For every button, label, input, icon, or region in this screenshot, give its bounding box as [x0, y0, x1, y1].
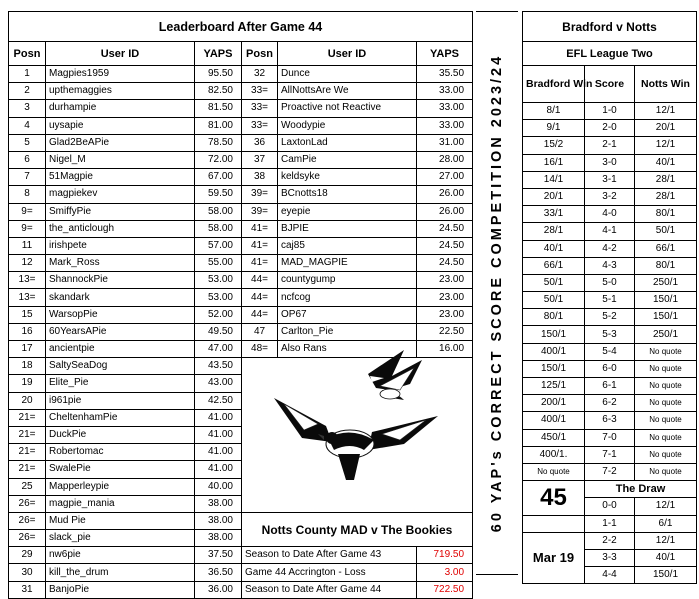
user-id-cell: AllNottsAre We: [278, 83, 417, 100]
column-header: User ID: [278, 42, 417, 66]
column-header: Posn: [9, 42, 46, 66]
position-cell: 32: [242, 66, 278, 83]
position-cell: 5: [9, 134, 46, 151]
position-cell: 37: [242, 151, 278, 168]
table-row: [9, 581, 473, 598]
home-odds: 28/1: [523, 223, 585, 240]
user-id-cell: Elite_Pie: [46, 375, 195, 392]
user-id-cell: CamPie: [278, 151, 417, 168]
leaderboard-table: [8, 11, 473, 599]
column-header: Posn: [242, 42, 278, 66]
table-row: [9, 169, 473, 186]
position-cell: 33=: [242, 83, 278, 100]
user-id-cell: countygump: [278, 272, 417, 289]
position-cell: 44=: [242, 289, 278, 306]
table-row: [523, 12, 697, 42]
yaps-cell: 58.00: [195, 220, 242, 237]
position-cell: 41=: [242, 255, 278, 272]
user-id-cell: nw6pie: [46, 547, 195, 564]
user-id-cell: the_anticlough: [46, 220, 195, 237]
table-row: [9, 547, 473, 564]
user-id-cell: ShannockPie: [46, 272, 195, 289]
table-row: [523, 446, 697, 463]
match-date: Mar 19: [523, 532, 585, 584]
user-id-cell: durhampie: [46, 100, 195, 117]
user-id-cell: upthemaggies: [46, 83, 195, 100]
yaps-cell: 33.00: [417, 100, 473, 117]
odds-table: [522, 11, 697, 584]
home-odds: 8/1: [523, 103, 585, 120]
position-cell: 48=: [242, 341, 278, 358]
position-cell: 2: [9, 83, 46, 100]
away-odds: No quote: [635, 360, 697, 377]
bookies-label: Season to Date After Game 44: [242, 581, 417, 598]
user-id-cell: DuckPie: [46, 426, 195, 443]
away-odds: 28/1: [635, 171, 697, 188]
away-odds: 150/1: [635, 292, 697, 309]
yaps-cell: 41.00: [195, 461, 242, 478]
user-id-cell: kill_the_drum: [46, 564, 195, 581]
away-odds: 80/1: [635, 206, 697, 223]
score: 7-0: [585, 429, 635, 446]
score: 3-3: [585, 549, 635, 566]
user-id-cell: SaltySeaDog: [46, 358, 195, 375]
draw-odds: 6/1: [635, 515, 697, 532]
score: 4-1: [585, 223, 635, 240]
score: 1-0: [585, 103, 635, 120]
home-odds: 50/1: [523, 274, 585, 291]
table-row: [9, 306, 473, 323]
position-cell: 38: [242, 169, 278, 186]
position-cell: 13=: [9, 289, 46, 306]
home-odds: 450/1: [523, 429, 585, 446]
yaps-cell: 58.00: [195, 203, 242, 220]
position-cell: 21=: [9, 409, 46, 426]
position-cell: 41=: [242, 220, 278, 237]
position-cell: 9=: [9, 203, 46, 220]
yaps-cell: 82.50: [195, 83, 242, 100]
away-odds: 28/1: [635, 188, 697, 205]
column-header: YAPS: [417, 42, 473, 66]
score: 4-2: [585, 240, 635, 257]
table-row: [523, 240, 697, 257]
yaps-cell: 36.50: [195, 564, 242, 581]
score: 5-2: [585, 309, 635, 326]
yaps-cell: 31.00: [417, 134, 473, 151]
position-cell: 4: [9, 117, 46, 134]
user-id-cell: Robertomac: [46, 444, 195, 461]
score: 7-2: [585, 463, 635, 480]
yaps-cell: 24.50: [417, 237, 473, 254]
home-odds: 400/1.: [523, 446, 585, 463]
column-header: User ID: [46, 42, 195, 66]
away-win-header: Notts Win: [635, 66, 697, 103]
away-odds: No quote: [635, 343, 697, 360]
table-row: [523, 309, 697, 326]
position-cell: 21=: [9, 444, 46, 461]
user-id-cell: Magpies1959: [46, 66, 195, 83]
table-row: [523, 223, 697, 240]
draw-odds: 40/1: [635, 549, 697, 566]
away-odds: No quote: [635, 463, 697, 480]
score: 3-1: [585, 171, 635, 188]
yaps-cell: 23.00: [417, 272, 473, 289]
table-row: [9, 323, 473, 340]
user-id-cell: Proactive not Reactive: [278, 100, 417, 117]
table-row: [9, 237, 473, 254]
bookies-label: Game 44 Accrington - Loss: [242, 564, 417, 581]
table-row: [9, 117, 473, 134]
user-id-cell: Woodypie: [278, 117, 417, 134]
away-odds: 250/1: [635, 274, 697, 291]
yaps-cell: 36.00: [195, 581, 242, 598]
table-row: [523, 412, 697, 429]
score: 6-2: [585, 395, 635, 412]
position-cell: 17: [9, 341, 46, 358]
score: 2-1: [585, 137, 635, 154]
blank: [523, 515, 585, 532]
match-title: Bradford v Notts: [523, 12, 697, 42]
score: 5-4: [585, 343, 635, 360]
score: 0-0: [585, 498, 635, 515]
home-odds: 400/1: [523, 412, 585, 429]
table-row: [523, 463, 697, 480]
yaps-cell: 53.00: [195, 272, 242, 289]
away-odds: No quote: [635, 412, 697, 429]
table-row: [523, 257, 697, 274]
away-odds: 12/1: [635, 103, 697, 120]
away-odds: No quote: [635, 429, 697, 446]
yaps-cell: 67.00: [195, 169, 242, 186]
user-id-cell: irishpete: [46, 237, 195, 254]
score: 5-3: [585, 326, 635, 343]
column-header: YAPS: [195, 42, 242, 66]
yaps-cell: 35.50: [417, 66, 473, 83]
user-id-cell: slack_pie: [46, 530, 195, 547]
yaps-cell: 81.50: [195, 100, 242, 117]
home-odds: 150/1: [523, 326, 585, 343]
user-id-cell: caj85: [278, 237, 417, 254]
user-id-cell: keldsyke: [278, 169, 417, 186]
user-id-cell: magpiekev: [46, 186, 195, 203]
home-odds: 150/1: [523, 360, 585, 377]
score: 6-3: [585, 412, 635, 429]
position-cell: 26=: [9, 530, 46, 547]
user-id-cell: SmiffyPie: [46, 203, 195, 220]
league-label: EFL League Two: [523, 42, 697, 66]
home-odds: 16/1: [523, 154, 585, 171]
position-cell: 26=: [9, 512, 46, 529]
user-id-cell: CheltenhamPie: [46, 409, 195, 426]
table-row: [9, 12, 473, 42]
home-odds: 33/1: [523, 206, 585, 223]
home-odds: 200/1: [523, 395, 585, 412]
yaps-cell: 49.50: [195, 323, 242, 340]
magpie-icon-small: [368, 350, 422, 400]
user-id-cell: OP67: [278, 306, 417, 323]
user-id-cell: skandark: [46, 289, 195, 306]
score: 4-0: [585, 206, 635, 223]
yaps-cell: 41.00: [195, 426, 242, 443]
table-row: [9, 186, 473, 203]
user-id-cell: uysapie: [46, 117, 195, 134]
draw-odds: 12/1: [635, 498, 697, 515]
game-number: 45: [523, 481, 585, 515]
away-odds: 250/1: [635, 326, 697, 343]
user-id-cell: Dunce: [278, 66, 417, 83]
score: 5-1: [585, 292, 635, 309]
yaps-cell: 33.00: [417, 117, 473, 134]
user-id-cell: BanjoPie: [46, 581, 195, 598]
position-cell: 12: [9, 255, 46, 272]
yaps-cell: 38.00: [195, 530, 242, 547]
score: 6-0: [585, 360, 635, 377]
position-cell: 21=: [9, 426, 46, 443]
score: 5-0: [585, 274, 635, 291]
position-cell: 25: [9, 478, 46, 495]
table-row: [523, 429, 697, 446]
score-header: Score: [585, 66, 635, 103]
yaps-cell: 24.50: [417, 255, 473, 272]
table-row: [9, 66, 473, 83]
table-row: [9, 203, 473, 220]
table-row: [9, 134, 473, 151]
position-cell: 30: [9, 564, 46, 581]
position-cell: 16: [9, 323, 46, 340]
table-row: [523, 326, 697, 343]
home-win-header: Bradford Win: [523, 66, 585, 103]
position-cell: 20: [9, 392, 46, 409]
table-row: [523, 395, 697, 412]
position-cell: 33=: [242, 100, 278, 117]
away-odds: 150/1: [635, 309, 697, 326]
score: 3-0: [585, 154, 635, 171]
yaps-cell: 24.50: [417, 220, 473, 237]
table-row: [9, 564, 473, 581]
bookies-value: 3.00: [417, 564, 473, 581]
score: 6-1: [585, 378, 635, 395]
user-id-cell: BCnotts18: [278, 186, 417, 203]
user-id-cell: Nigel_M: [46, 151, 195, 168]
yaps-cell: 22.50: [417, 323, 473, 340]
banner-text: 60 YAP's CORRECT SCORE COMPETITION 2023/24: [489, 53, 505, 533]
position-cell: 33=: [242, 117, 278, 134]
yaps-cell: 38.00: [195, 512, 242, 529]
leaderboard-title: Leaderboard After Game 44: [9, 12, 473, 42]
position-cell: 26=: [9, 495, 46, 512]
score: 2-0: [585, 120, 635, 137]
user-id-cell: Also Rans: [278, 341, 417, 358]
yaps-cell: 37.50: [195, 547, 242, 564]
yaps-cell: 47.00: [195, 341, 242, 358]
competition-banner: [476, 11, 518, 575]
home-odds: 20/1: [523, 188, 585, 205]
home-odds: 14/1: [523, 171, 585, 188]
table-row: [9, 83, 473, 100]
position-cell: 39=: [242, 203, 278, 220]
yaps-cell: 26.00: [417, 186, 473, 203]
table-row: [9, 255, 473, 272]
position-cell: 44=: [242, 272, 278, 289]
table-row: [523, 154, 697, 171]
draw-label: The Draw: [585, 481, 697, 498]
bookies-value: 719.50: [417, 547, 473, 564]
yaps-cell: 41.00: [195, 409, 242, 426]
table-row: [523, 206, 697, 223]
table-row: [9, 220, 473, 237]
yaps-cell: 52.00: [195, 306, 242, 323]
score: 2-2: [585, 532, 635, 549]
bookies-value: 722.50: [417, 581, 473, 598]
yaps-cell: 57.00: [195, 237, 242, 254]
table-row: [523, 360, 697, 377]
draw-odds: 12/1: [635, 532, 697, 549]
table-row: [523, 274, 697, 291]
position-cell: 36: [242, 134, 278, 151]
away-odds: 66/1: [635, 240, 697, 257]
home-odds: 400/1: [523, 343, 585, 360]
yaps-cell: 43.00: [195, 375, 242, 392]
position-cell: 19: [9, 375, 46, 392]
yaps-cell: 28.00: [417, 151, 473, 168]
table-row: [9, 289, 473, 306]
user-id-cell: i961pie: [46, 392, 195, 409]
position-cell: 29: [9, 547, 46, 564]
yaps-cell: 59.50: [195, 186, 242, 203]
table-row: [9, 42, 473, 66]
home-odds: 80/1: [523, 309, 585, 326]
user-id-cell: LaxtonLad: [278, 134, 417, 151]
yaps-cell: 26.00: [417, 203, 473, 220]
home-odds: 40/1: [523, 240, 585, 257]
table-row: [523, 103, 697, 120]
table-row: [523, 171, 697, 188]
position-cell: 1: [9, 66, 46, 83]
user-id-cell: ncfcog: [278, 289, 417, 306]
user-id-cell: WarsopPie: [46, 306, 195, 323]
table-row: [9, 272, 473, 289]
score: 7-1: [585, 446, 635, 463]
position-cell: 15: [9, 306, 46, 323]
position-cell: 13=: [9, 272, 46, 289]
away-odds: No quote: [635, 378, 697, 395]
yaps-cell: 16.00: [417, 341, 473, 358]
user-id-cell: magpie_mania: [46, 495, 195, 512]
table-row: [523, 137, 697, 154]
table-row: [523, 292, 697, 309]
away-odds: 12/1: [635, 137, 697, 154]
position-cell: 31: [9, 581, 46, 598]
yaps-cell: 42.50: [195, 392, 242, 409]
bookies-title: Notts County MAD v The Bookies: [242, 512, 473, 546]
home-odds: 15/2: [523, 137, 585, 154]
position-cell: 21=: [9, 461, 46, 478]
table-row: [523, 378, 697, 395]
user-id-cell: SwalePie: [46, 461, 195, 478]
position-cell: 9=: [9, 220, 46, 237]
position-cell: 8: [9, 186, 46, 203]
yaps-cell: 78.50: [195, 134, 242, 151]
magpie-icon-large: [274, 398, 438, 480]
position-cell: 3: [9, 100, 46, 117]
position-cell: 44=: [242, 306, 278, 323]
user-id-cell: BJPIE: [278, 220, 417, 237]
table-row: [523, 188, 697, 205]
user-id-cell: ancientpie: [46, 341, 195, 358]
away-odds: 20/1: [635, 120, 697, 137]
user-id-cell: 51Magpie: [46, 169, 195, 186]
user-id-cell: eyepie: [278, 203, 417, 220]
away-odds: No quote: [635, 446, 697, 463]
yaps-cell: 55.00: [195, 255, 242, 272]
away-odds: 50/1: [635, 223, 697, 240]
user-id-cell: Mud Pie: [46, 512, 195, 529]
score: 1-1: [585, 515, 635, 532]
yaps-cell: 27.00: [417, 169, 473, 186]
home-odds: No quote: [523, 463, 585, 480]
yaps-cell: 72.00: [195, 151, 242, 168]
position-cell: 39=: [242, 186, 278, 203]
bookies-label: Season to Date After Game 43: [242, 547, 417, 564]
position-cell: 11: [9, 237, 46, 254]
home-odds: 66/1: [523, 257, 585, 274]
away-odds: 80/1: [635, 257, 697, 274]
position-cell: 47: [242, 323, 278, 340]
table-row: [523, 66, 697, 103]
user-id-cell: Glad2BeAPie: [46, 134, 195, 151]
home-odds: 50/1: [523, 292, 585, 309]
table-row: [523, 532, 697, 549]
yaps-cell: 40.00: [195, 478, 242, 495]
yaps-cell: 43.50: [195, 358, 242, 375]
yaps-cell: 81.00: [195, 117, 242, 134]
table-row: [9, 100, 473, 117]
table-row: [9, 512, 473, 529]
table-row: [523, 515, 697, 532]
position-cell: 41=: [242, 237, 278, 254]
yaps-cell: 23.00: [417, 289, 473, 306]
table-row: [523, 343, 697, 360]
position-cell: 6: [9, 151, 46, 168]
yaps-cell: 53.00: [195, 289, 242, 306]
table-row: [9, 151, 473, 168]
yaps-cell: 33.00: [417, 83, 473, 100]
user-id-cell: 60YearsAPie: [46, 323, 195, 340]
away-odds: No quote: [635, 395, 697, 412]
position-cell: 18: [9, 358, 46, 375]
home-odds: 9/1: [523, 120, 585, 137]
draw-odds: 150/1: [635, 567, 697, 584]
yaps-cell: 38.00: [195, 495, 242, 512]
away-odds: 40/1: [635, 154, 697, 171]
user-id-cell: MAD_MAGPIE: [278, 255, 417, 272]
position-cell: 7: [9, 169, 46, 186]
user-id-cell: Mapperleypie: [46, 478, 195, 495]
score: 3-2: [585, 188, 635, 205]
user-id-cell: Mark_Ross: [46, 255, 195, 272]
score: 4-3: [585, 257, 635, 274]
home-odds: 125/1: [523, 378, 585, 395]
user-id-cell: Carlton_Pie: [278, 323, 417, 340]
table-row: [523, 120, 697, 137]
magpies-illustration: [272, 346, 440, 482]
yaps-cell: 23.00: [417, 306, 473, 323]
score: 4-4: [585, 567, 635, 584]
yaps-cell: 41.00: [195, 444, 242, 461]
yaps-cell: 95.50: [195, 66, 242, 83]
table-row: [523, 42, 697, 66]
